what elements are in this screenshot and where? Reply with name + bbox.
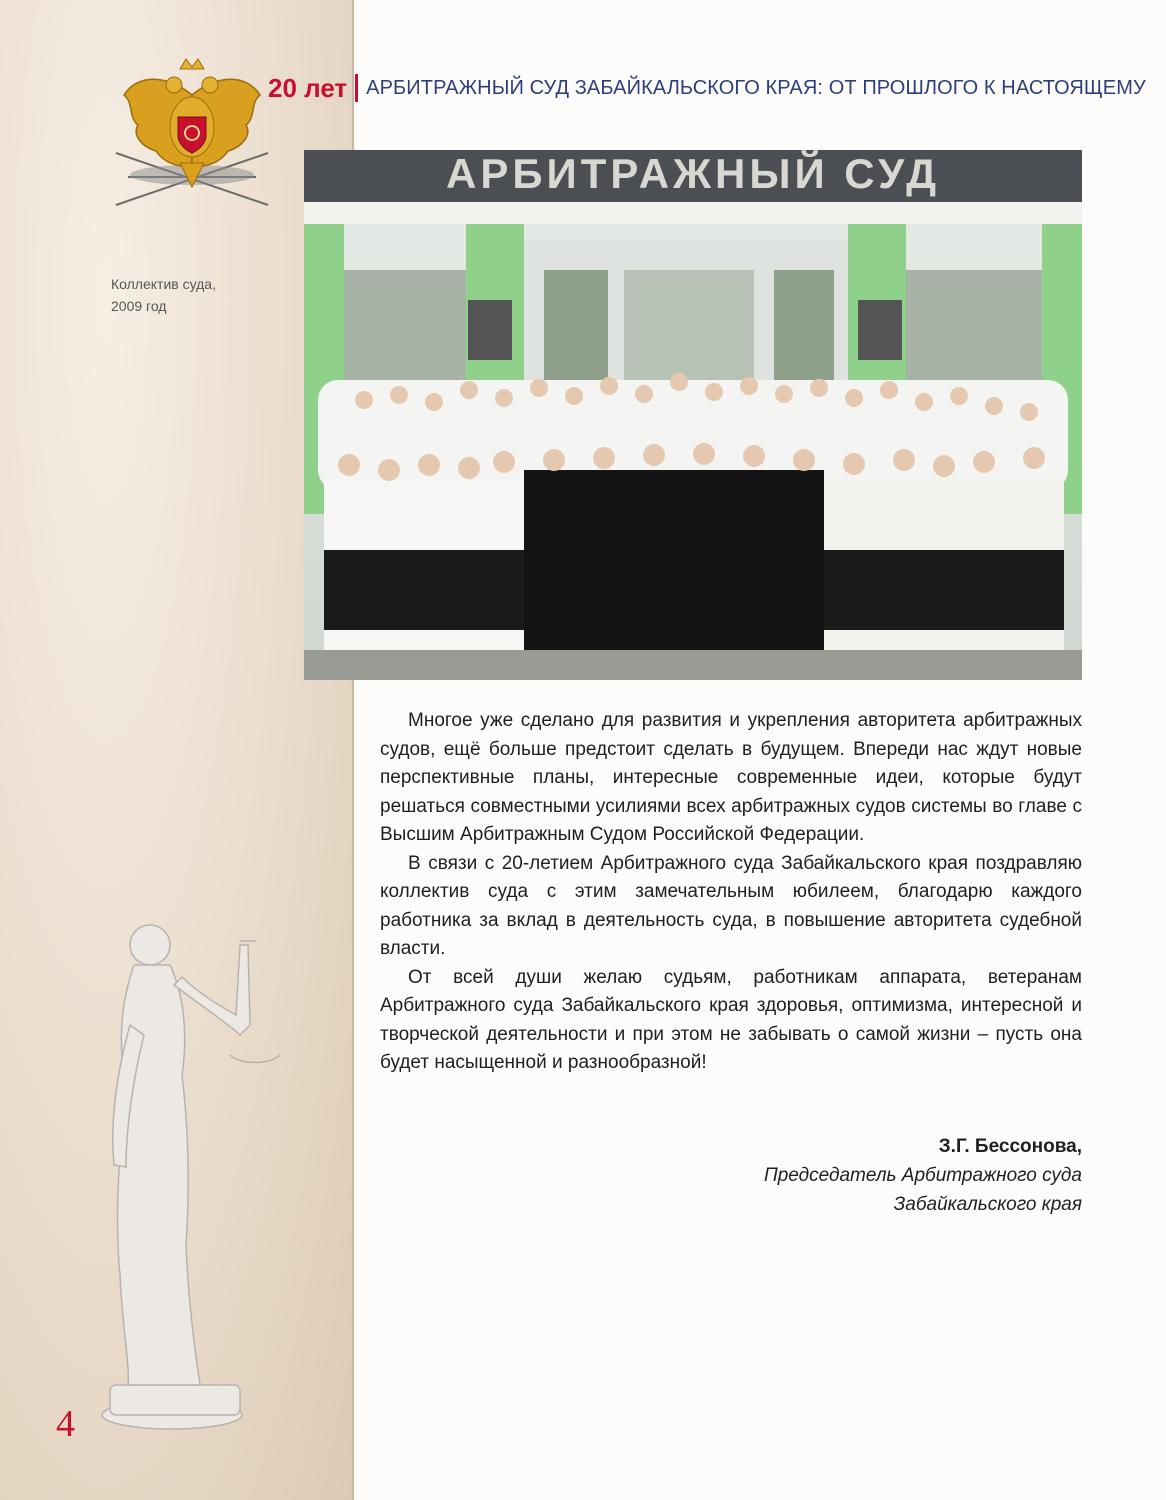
header-years: 20 лет [268,72,348,103]
signature-block [764,1132,1082,1219]
justice-statue-icon [90,915,310,1435]
caption-line-2: 2009 год [111,298,167,314]
article-body [380,707,1082,1078]
paragraph-3: От всей души желаю судьям, работникам аппарата, ветеранам Арбитражного суда Забайкальского края здоровья, оптимизма, интересной и творческой деятельности и при этом не забывать о самой жизни – пусть она будет насыщенной и разнообразной! [380,966,1082,1073]
paragraph-1: Многое уже сделано для развития и укрепления авторитета арбитражных судов, ещё больше предстоит сделать в будущем. Впереди нас ждут новые перспективные планы, интересные современные идеи, которые будут решаться совместными усилиями всех арбитражных судов системы во главе с Высшим Арбитражным Судом Российской Федерации. [380,710,1082,845]
caption-line-1: Коллектив суда, [111,276,216,292]
page-number: 4 [56,1403,75,1445]
paragraph-2: В связи с 20-летием Арбитражного суда Забайкальского края поздравляю коллектив суда с этим замечательным юбилеем, благодарю каждого работника за вклад в деятельность суда, в повышение авторитета судебной власти. [380,852,1082,959]
photo-caption [111,273,216,317]
header-title: АРБИТРАЖНЫЙ СУД ЗАБАЙКАЛЬСКОГО КРАЯ: ОТ ПРОШЛОГО К НАСТОЯЩЕМУ [366,76,1146,99]
page-header [268,70,1146,106]
signature-position-line-1: Председатель Арбитражного суда [763,1165,1082,1186]
signature-position-line-2: Забайкальского края [893,1194,1082,1215]
group-photo [304,150,1082,680]
signature-name: З.Г. Бессонова, [938,1136,1082,1157]
building-sign: АРБИТРАЖНЫЙ СУД [446,150,940,197]
coat-of-arms-icon [108,55,276,215]
header-separator [355,74,358,102]
